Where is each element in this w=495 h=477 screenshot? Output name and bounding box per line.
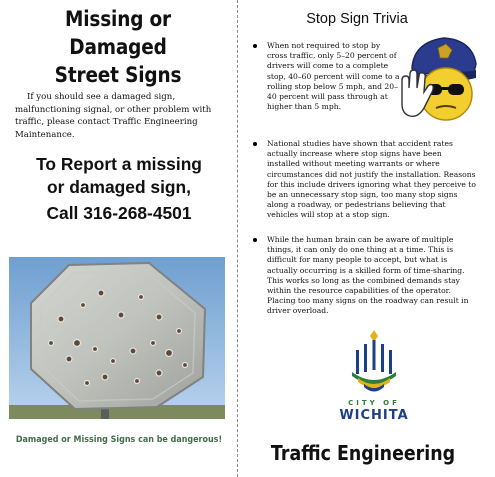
bullet-dot [253,238,257,242]
warning-caption: Damaged or Missing Signs can be dangerous! [15,435,223,445]
main-title-line1: Missing or Damaged [64,7,172,60]
trivia-title: Stop Sign Trivia [306,11,408,27]
trivia-bullet-1 [267,41,401,112]
intro-paragraph: If you should see a damaged sign, malfunctioning signal, or other problem with traffic, please contact Traffic Engineering Maintenance. [15,92,212,140]
damaged-sign-illustration [9,257,225,419]
logo-wichita-text: WICHITA [339,408,409,423]
trivia-bullet-2-text: National studies have shown that accident rates actually increase where stop signs have been installed without meeting warrants or where circumstances did not justify the installation. Reasons for this include drivers ignoring what they perceive to be an unnecessary stop sign, too many stop signs along a roadway, or pedestrians believing that vehicles will stop at a stop sign. [267,139,476,220]
report-phone: Call 316-268-4501 [46,203,192,223]
main-title-line2: Street Signs [54,63,182,88]
main-title [20,6,216,90]
wichita-keeper-icon [334,326,414,398]
trivia-bullet-3-text: While the human brain can be aware of multiple things, it can only do one thing at a time. This is difficult for many people to accept, but what is actually occurring is a skilled form of time-sharing. This works so long as the combined demands stay within the resource capabilities of the operator. Placing too many signs on the roadway can result in driver overload. [267,235,469,316]
bullet-dot [253,44,257,48]
police-emoji-icon [398,28,484,128]
trivia-bullet-3 [267,235,477,317]
report-line2: or damaged sign, [47,177,191,197]
report-instructions [4,153,234,225]
left-panel [0,0,237,477]
department-name: Traffic Engineering [270,441,456,465]
damaged-sign-photo [9,257,225,419]
logo-city-text: CITY OF [348,399,400,407]
city-of-wichita-logo [334,326,414,436]
right-panel [238,0,495,477]
report-line1: To Report a missing [36,154,202,174]
trivia-bullet-2 [267,139,477,221]
trivia-bullet-1-text: When not required to stop by cross traffic, only 5–20 percent of drivers will come to a complete stop, 40–60 percent will come to a rolling stop below 5 mph, and 20–40 percent will pass through at higher than 5 mph. [267,41,400,112]
bullet-dot [253,142,257,146]
